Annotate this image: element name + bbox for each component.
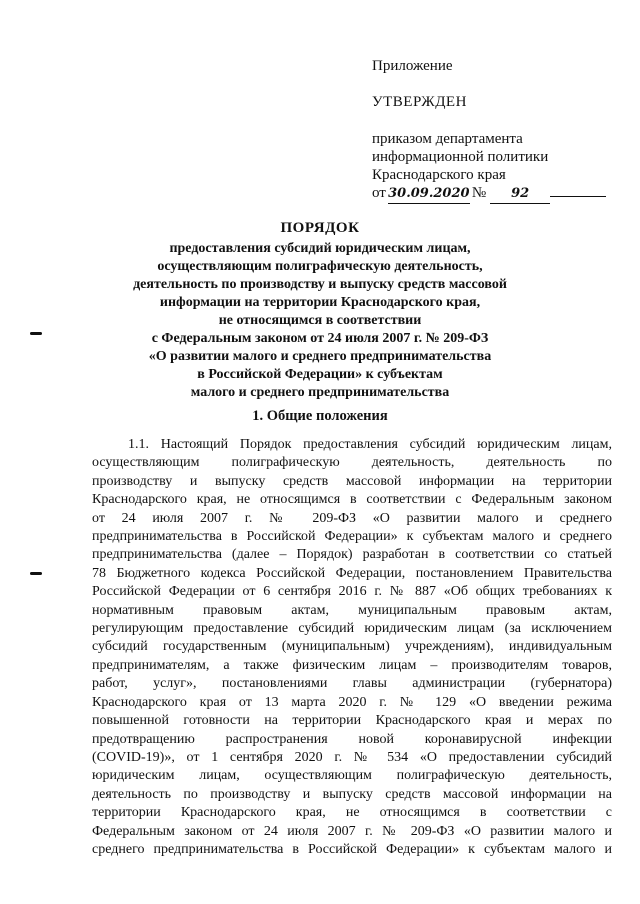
paragraph-line: предпринимательства (далее – Порядок) разработан в соответствии со статьей	[92, 547, 612, 563]
paragraph-line: производству и выпуску средств массовой информации на территории	[92, 473, 612, 489]
paragraph-line: (COVID-19)», от 1 сентября 2020 г. № 534 «О предоставлении субсидий	[92, 749, 612, 765]
date-prefix: от	[372, 185, 386, 201]
paragraph-line: предпринимательства в Российской Федерации» к субъектам малого и среднего	[92, 529, 612, 545]
paragraph-1-1	[92, 436, 612, 859]
approved-label: УТВЕРЖДЕН	[372, 94, 467, 110]
paragraph-line: субсидий государственным (муниципальным) учреждениям), индивидуальным	[92, 639, 612, 655]
order-line: информационной политики	[372, 149, 549, 165]
order-line: Краснодарского края	[372, 167, 506, 183]
subtitle-line: малого и среднего предпринимательства	[190, 385, 450, 400]
paragraph-line: повышенной готовности на территории Краснодарского края и мерах по	[92, 713, 612, 729]
paragraph-line: среднего предпринимательства в Российской Федерации» к субъектам малого и	[92, 841, 612, 857]
subtitle-line: с Федеральным законом от 24 июля 2007 г. № 209-ФЗ	[151, 331, 489, 346]
order-line: приказом департамента	[372, 131, 523, 147]
paragraph-line: регулирующим предоставление субсидий юридическим лицам (за исключением	[92, 621, 612, 637]
subtitle-line: информации на территории Краснодарского края,	[159, 295, 481, 310]
paragraph-line: территории Краснодарского края, не относящимся в соответствии с	[92, 805, 612, 821]
paragraph-line: юридическим лицам, осуществляющим полиграфическую деятельность,	[92, 768, 612, 784]
subtitle-line: деятельность по производству и выпуску средств массовой	[133, 277, 507, 292]
paragraph-line: деятельность по производству и выпуску средств массовой информации на	[92, 786, 612, 802]
order-date-line	[372, 184, 612, 204]
subtitle-line: предоставления субсидий юридическим лицам,	[169, 241, 471, 256]
subtitle-line: осуществляющим полиграфическую деятельность,	[157, 259, 483, 274]
appendix-label: Приложение	[372, 58, 453, 74]
order-reference	[372, 130, 612, 204]
paragraph-line: Федеральным законом от 24 июля 2007 г. № 209-ФЗ «О развитии малого и	[92, 823, 612, 839]
number-underline	[550, 196, 606, 197]
paragraph-line: работ, услуг», постановлениями главы администрации (губернатора)	[92, 676, 612, 692]
handwritten-number: 92	[490, 185, 550, 204]
paragraph-line: осуществляющим полиграфическую деятельность, деятельность по	[92, 455, 612, 471]
paragraph-line: 1.1. Настоящий Порядок предоставления субсидий юридическим лицам,	[128, 437, 612, 452]
paragraph-line: предпринимателям, а также физическим лицам – производителям товаров,	[92, 657, 612, 673]
paragraph-line: от 24 июля 2007 г. № 209-ФЗ «О развитии малого и среднего	[92, 510, 612, 526]
document-title: ПОРЯДОК	[280, 220, 360, 236]
paragraph-line: 78 Бюджетного кодекса Российской Федерации, постановлением Правительства	[92, 565, 612, 581]
paragraph-line: Российской Федерации от 6 сентября 2016 г. № 887 «Об общих требованиях к	[92, 584, 612, 600]
number-sign: №	[471, 185, 487, 201]
subtitle-line: не относящимся в соответствии	[218, 313, 422, 328]
scan-mark	[30, 332, 42, 335]
section-heading: 1. Общие положения	[252, 408, 388, 424]
subtitle-line: в Российской Федерации» к субъектам	[197, 367, 443, 382]
paragraph-line: Краснодарского края, не относящимся в соответствии с Федеральным законом	[92, 492, 612, 508]
handwritten-date: 30.09.2020	[388, 185, 470, 204]
paragraph-line: предотвращению распространения новой коронавирусной инфекции	[92, 731, 612, 747]
paragraph-line: Краснодарского края от 13 марта 2020 г. № 129 «О введении режима	[92, 694, 612, 710]
document-subtitle	[70, 240, 570, 402]
subtitle-line: «О развитии малого и среднего предпринимательства	[148, 349, 492, 364]
paragraph-line: нормативным правовым актам, муниципальным правовым актам,	[92, 602, 612, 618]
scan-mark	[30, 572, 42, 575]
